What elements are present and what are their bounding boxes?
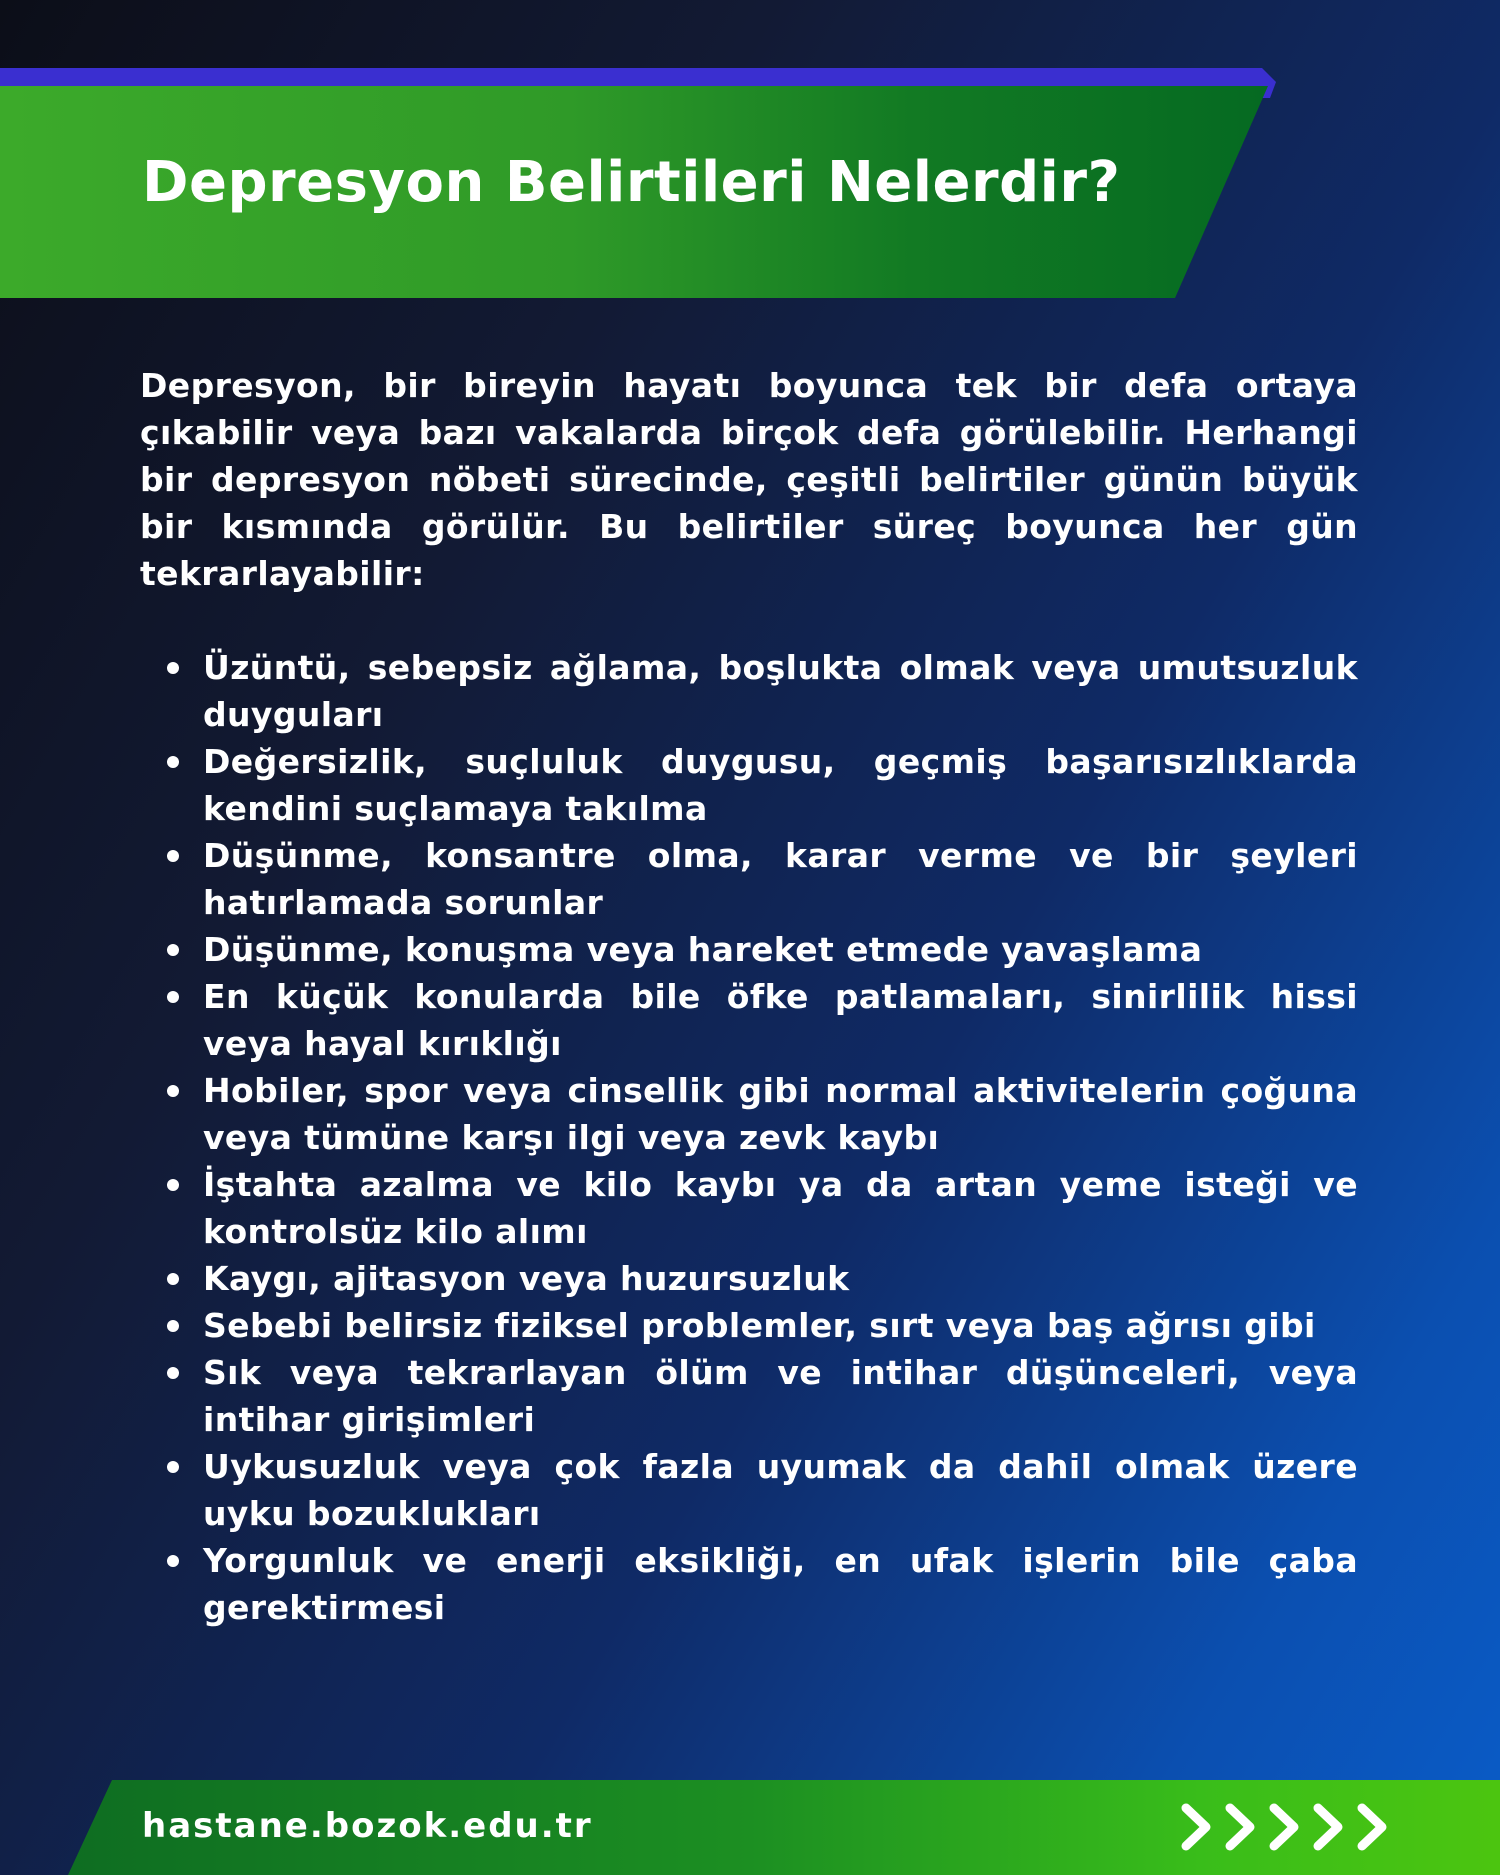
- bullet-icon: [167, 1367, 179, 1379]
- symptom-item: [140, 644, 1358, 738]
- symptom-item: [140, 1255, 1358, 1302]
- symptom-item: [140, 1302, 1358, 1349]
- bullet-icon: [167, 991, 179, 1003]
- symptom-text: Yorgunluk ve enerji eksikliği, en ufak işlerin bile çaba gerektirmesi: [203, 1541, 1358, 1627]
- chevron-right-icon: [1308, 1802, 1348, 1852]
- bullet-icon: [167, 756, 179, 768]
- chevron-arrows: [1176, 1802, 1392, 1852]
- bullet-icon: [167, 662, 179, 674]
- website-link[interactable]: hastane.bozok.edu.tr: [142, 1806, 593, 1846]
- intro-paragraph: Depresyon, bir bireyin hayatı boyunca tek bir defa ortaya çıkabilir veya bazı vakalarda birçok defa görülebilir. Herhangi bir depresyon nöbeti sürecinde, çeşitli belirtiler günün büyük bir kısmında görülür. Bu belirtiler süreç boyunca her gün tekrarlayabilir:: [140, 366, 1358, 593]
- symptom-text: Sık veya tekrarlayan ölüm ve intihar düşünceleri, veya intihar girişimleri: [203, 1353, 1358, 1439]
- symptom-item: [140, 1537, 1358, 1631]
- symptom-text: Düşünme, konsantre olma, karar verme ve bir şeyleri hatırlamada sorunlar: [203, 836, 1358, 922]
- chevron-right-icon: [1220, 1802, 1260, 1852]
- symptom-item: [140, 1443, 1358, 1537]
- bullet-icon: [167, 1179, 179, 1191]
- bullet-icon: [167, 944, 179, 956]
- symptom-list: [140, 644, 1358, 1631]
- symptom-text: Hobiler, spor veya cinsellik gibi normal aktivitelerin çoğuna veya tümüne karşı ilgi veya zevk kaybı: [203, 1071, 1358, 1157]
- symptom-item: [140, 832, 1358, 926]
- symptom-item: [140, 1067, 1358, 1161]
- symptom-item: [140, 973, 1358, 1067]
- symptom-item: [140, 926, 1358, 973]
- symptom-text: Değersizlik, suçluluk duygusu, geçmiş başarısızlıklarda kendini suçlamaya takılma: [203, 742, 1358, 828]
- symptom-text: En küçük konularda bile öfke patlamaları, sinirlilik hissi veya hayal kırıklığı: [203, 977, 1358, 1063]
- chevron-right-icon: [1176, 1802, 1216, 1852]
- symptom-item: [140, 1349, 1358, 1443]
- symptom-text: Üzüntü, sebepsiz ağlama, boşlukta olmak veya umutsuzluk duyguları: [203, 648, 1358, 734]
- symptom-text: Uykusuzluk veya çok fazla uyumak da dahil olmak üzere uyku bozuklukları: [203, 1447, 1358, 1533]
- chevron-right-icon: [1352, 1802, 1392, 1852]
- page-title: Depresyon Belirtileri Nelerdir?: [142, 150, 1121, 215]
- symptom-item: [140, 738, 1358, 832]
- symptom-text: Düşünme, konuşma veya hareket etmede yavaşlama: [203, 930, 1203, 969]
- symptom-text: Kaygı, ajitasyon veya huzursuzluk: [203, 1259, 850, 1298]
- bullet-icon: [167, 1461, 179, 1473]
- symptom-text: İştahta azalma ve kilo kaybı ya da artan yeme isteği ve kontrolsüz kilo alımı: [203, 1165, 1358, 1251]
- bullet-icon: [167, 850, 179, 862]
- symptom-text: Sebebi belirsiz fiziksel problemler, sırt veya baş ağrısı gibi: [203, 1306, 1316, 1345]
- bullet-icon: [167, 1273, 179, 1285]
- article-body: [140, 362, 1358, 1631]
- chevron-right-icon: [1264, 1802, 1304, 1852]
- bullet-icon: [167, 1085, 179, 1097]
- bullet-icon: [167, 1555, 179, 1567]
- bullet-icon: [167, 1320, 179, 1332]
- symptom-item: [140, 1161, 1358, 1255]
